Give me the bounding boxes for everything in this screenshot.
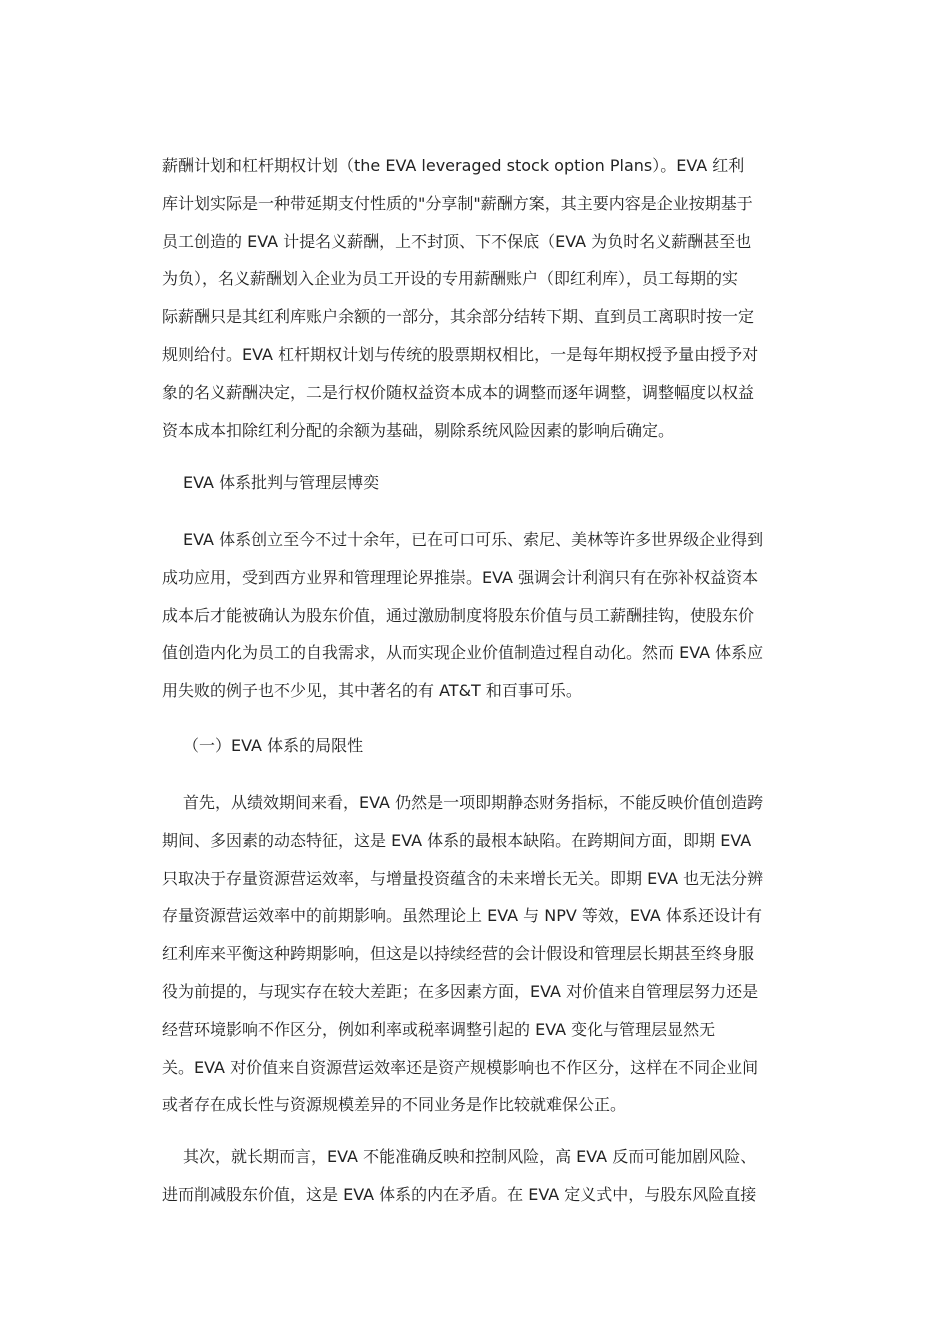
paragraph-eva-limitations-first	[162, 784, 794, 1124]
text-line: 员工创造的 EVA 计提名义薪酬，上不封顶、下不保底（EVA 为负时名义薪酬甚至也	[162, 231, 752, 251]
paragraph-eva-compensation-plans	[162, 147, 794, 449]
text-line: 关。EVA 对价值来自资源营运效率还是资产规模影响也不作区分，这样在不同企业间	[162, 1057, 759, 1077]
text-line: 期间、多因素的动态特征，这是 EVA 体系的最根本缺陷。在跨期间方面，即期 EVA	[162, 830, 752, 850]
text-line: 役为前提的，与现实存在较大差距；在多因素方面，EVA 对价值来自管理层努力还是	[162, 981, 759, 1001]
text-line: 值创造内化为员工的自我需求，从而实现企业价值制造过程自动化。然而 EVA 体系应	[162, 643, 764, 663]
text-line: 库计划实际是一种带延期支付性质的"分享制"薪酬方案，其主要内容是企业按期基于	[162, 193, 753, 213]
text-line: 象的名义薪酬决定，二是行权价随权益资本成本的调整而逐年调整，调整幅度以权益	[162, 382, 755, 402]
text-line: 用失败的例子也不少见，其中著名的有 AT&T 和百事可乐。	[162, 681, 582, 701]
text-line: 只取决于存量资源营运效率，与增量投资蕴含的未来增长无关。即期 EVA 也无法分辨	[162, 868, 764, 888]
text-line: 薪酬计划和杠杆期权计划（the EVA leveraged stock option Plans）。EVA 红利	[162, 156, 745, 175]
paragraph-eva-limitations-second	[162, 1138, 794, 1214]
paragraph-eva-overview	[162, 521, 794, 710]
text-line: 成功应用，受到西方业界和管理理论界推崇。EVA 强调会计利润只有在弥补权益资本	[162, 567, 759, 587]
text-line: 成本后才能被确认为股东价值，通过激励制度将股东价值与员工薪酬挂钩，使股东价	[162, 605, 755, 625]
text-line: 经营环境影响不作区分，例如利率或税率调整引起的 EVA 变化与管理层显然无	[162, 1019, 716, 1039]
text-line: 资本成本扣除红利分配的余额为基础，剔除系统风险因素的影响后确定。	[162, 420, 675, 440]
text-line: 际薪酬只是其红利库账户余额的一部分，其余部分结转下期、直到员工离职时按一定	[162, 307, 755, 327]
text-line: 或者存在成长性与资源规模差异的不同业务是作比较就难保公正。	[162, 1095, 627, 1115]
text-line: 红利库来平衡这种跨期影响，但这是以持续经营的会计假设和管理层长期甚至终身服	[162, 944, 755, 964]
text-line: 进而削减股东价值，这是 EVA 体系的内在矛盾。在 EVA 定义式中，与股东风险直接	[162, 1184, 757, 1204]
subsection-heading: （一）EVA 体系的局限性	[183, 736, 364, 755]
section-heading: EVA 体系批判与管理层博奕	[183, 473, 380, 492]
text-line: 首先，从绩效期间来看，EVA 仍然是一项即期静态财务指标，不能反映价值创造跨	[183, 793, 764, 812]
text-line: 存量资源营运效率中的前期影响。虽然理论上 EVA 与 NPV 等效，EVA 体系还设计有	[162, 906, 762, 926]
text-line: 为负），名义薪酬划入企业为员工开设的专用薪酬账户（即红利库），员工每期的实	[162, 269, 739, 289]
text-line: 规则给付。EVA 杠杆期权计划与传统的股票期权相比，一是每年期权授予量由授予对	[162, 344, 759, 364]
text-line: EVA 体系创立至今不过十余年，已在可口可乐、索尼、美林等许多世界级企业得到	[183, 530, 764, 549]
text-line: 其次，就长期而言，EVA 不能准确反映和控制风险，高 EVA 反而可能加剧风险、	[183, 1147, 757, 1166]
